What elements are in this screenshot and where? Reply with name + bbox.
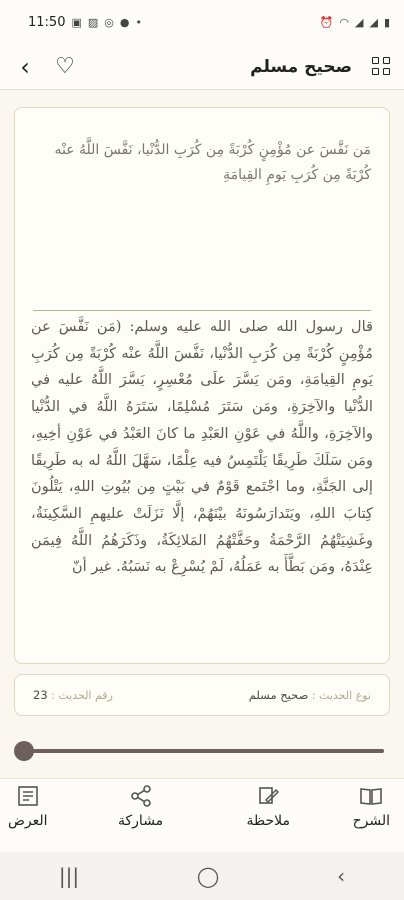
status-time: 11:50 bbox=[28, 14, 66, 30]
bottom-nav bbox=[0, 778, 404, 853]
nav-explanation[interactable] bbox=[353, 785, 390, 829]
nav-view[interactable] bbox=[8, 785, 48, 829]
slider-track[interactable] bbox=[24, 749, 384, 753]
hadith-number-label: رقم الحديث : bbox=[51, 689, 113, 702]
book-icon bbox=[359, 785, 383, 807]
app-bar bbox=[0, 44, 404, 90]
nav-label: ملاحظة bbox=[246, 813, 290, 829]
hadith-number bbox=[33, 688, 113, 702]
hadith-text: قال رسول الله صلى الله عليه وسلم: (مَن نَفَّسَ عن مُؤْمِنٍ كُرْبَةً مِن كُرَبِ الدُّنْيا، نَفَّسَ اللَّهُ عنْه كُرْبَةً مِن كُرَبِ يَومِ القِيامَةِ، ومَن يَسَّرَ علَى مُعْسِرٍ، يَسَّرَ اللَّهُ عليه في الدُّنْيا والآخِرَةِ، ومَن سَتَرَ مُسْلِمًا، سَتَرَهُ اللَّهُ في الدُّنْيا والآخِرَةِ، واللَّهُ في عَوْنِ العَبْدِ ما كانَ العَبْدُ في عَوْنِ أخِيهِ، ومَن سَلَكَ طَرِيقًا يَلْتَمِسُ فيه عِلْمًا، سَهَّلَ اللَّهُ له به طَرِيقًا إلى الجَنَّةِ، وما اجْتَمع قَوْمٌ في بَيْتٍ مِن بُيُوتِ اللهِ، يَتْلُونَ كِتابَ اللهِ، ويَتَدارَسُونَهُ بيْنَهُمْ، إلَّا نَزَلَتْ عليهمِ السَّكِينَةُ، وغَشِيَتْهُمُ الرَّحْمَةُ وحَفَّتْهُمُ المَلائِكَةُ، وذَكَرَهُمُ اللَّهُ فِيمَن عِنْدَهُ، ومَن بَطَّأَ به عَمَلُهُ، لَمْ يُسْرِعْ به نَسَبُهُ. غير أنّ bbox=[31, 318, 373, 576]
gallery-icon: ▣ bbox=[71, 15, 82, 29]
facebook-icon: ● bbox=[119, 15, 130, 29]
wifi-icon: ◠ bbox=[339, 15, 349, 29]
hadith-info-bar bbox=[14, 674, 390, 716]
battery-icon: ▮ bbox=[383, 15, 390, 29]
hadith-slider[interactable] bbox=[14, 738, 384, 764]
status-bar bbox=[0, 0, 404, 44]
back-chevron-icon[interactable]: ‹ bbox=[20, 52, 30, 81]
grid-menu-icon[interactable] bbox=[372, 57, 392, 77]
nav-share[interactable] bbox=[118, 785, 163, 829]
system-back-icon[interactable]: ‹ bbox=[337, 864, 346, 888]
nav-label: مشاركة bbox=[118, 813, 164, 829]
note-edit-icon bbox=[256, 785, 280, 807]
alarm-icon: ⏰ bbox=[319, 15, 334, 29]
signal-icon: ◢ bbox=[355, 15, 364, 29]
hadith-type-label: نوع الحديث : bbox=[311, 689, 371, 702]
signal-icon: ◢ bbox=[369, 15, 378, 29]
slider-thumb[interactable] bbox=[14, 741, 34, 761]
nav-label: العرض bbox=[8, 813, 48, 829]
hadith-card bbox=[14, 107, 390, 664]
image-icon: ▨ bbox=[87, 15, 99, 29]
hadith-type bbox=[249, 688, 371, 702]
instagram-icon: ◎ bbox=[104, 15, 114, 29]
nav-label: الشرح bbox=[352, 813, 390, 829]
hadith-number-value: 23 bbox=[33, 688, 48, 702]
recent-apps-icon[interactable]: ||| bbox=[58, 864, 80, 888]
hadith-type-value: صحيح مسلم bbox=[248, 688, 309, 702]
page-title: صحيح مسلم bbox=[250, 56, 352, 77]
dot-icon: • bbox=[135, 15, 142, 29]
view-document-icon bbox=[16, 785, 40, 807]
hadith-title: مَن نَفَّسَ عن مُؤْمِنٍ كُرْبَةً مِن كُرَبِ الدُّنْيا، نَفَّسَ اللَّهُ عنْه كُرْبَةً مِن كُرَبِ يَومِ القِيامَةِ bbox=[54, 142, 371, 183]
favorite-heart-icon[interactable]: ♡ bbox=[55, 54, 75, 79]
home-icon[interactable]: ◯ bbox=[196, 864, 220, 888]
system-nav-bar bbox=[0, 852, 404, 900]
nav-note[interactable] bbox=[247, 785, 291, 829]
divider bbox=[33, 310, 371, 311]
share-icon bbox=[129, 785, 153, 807]
